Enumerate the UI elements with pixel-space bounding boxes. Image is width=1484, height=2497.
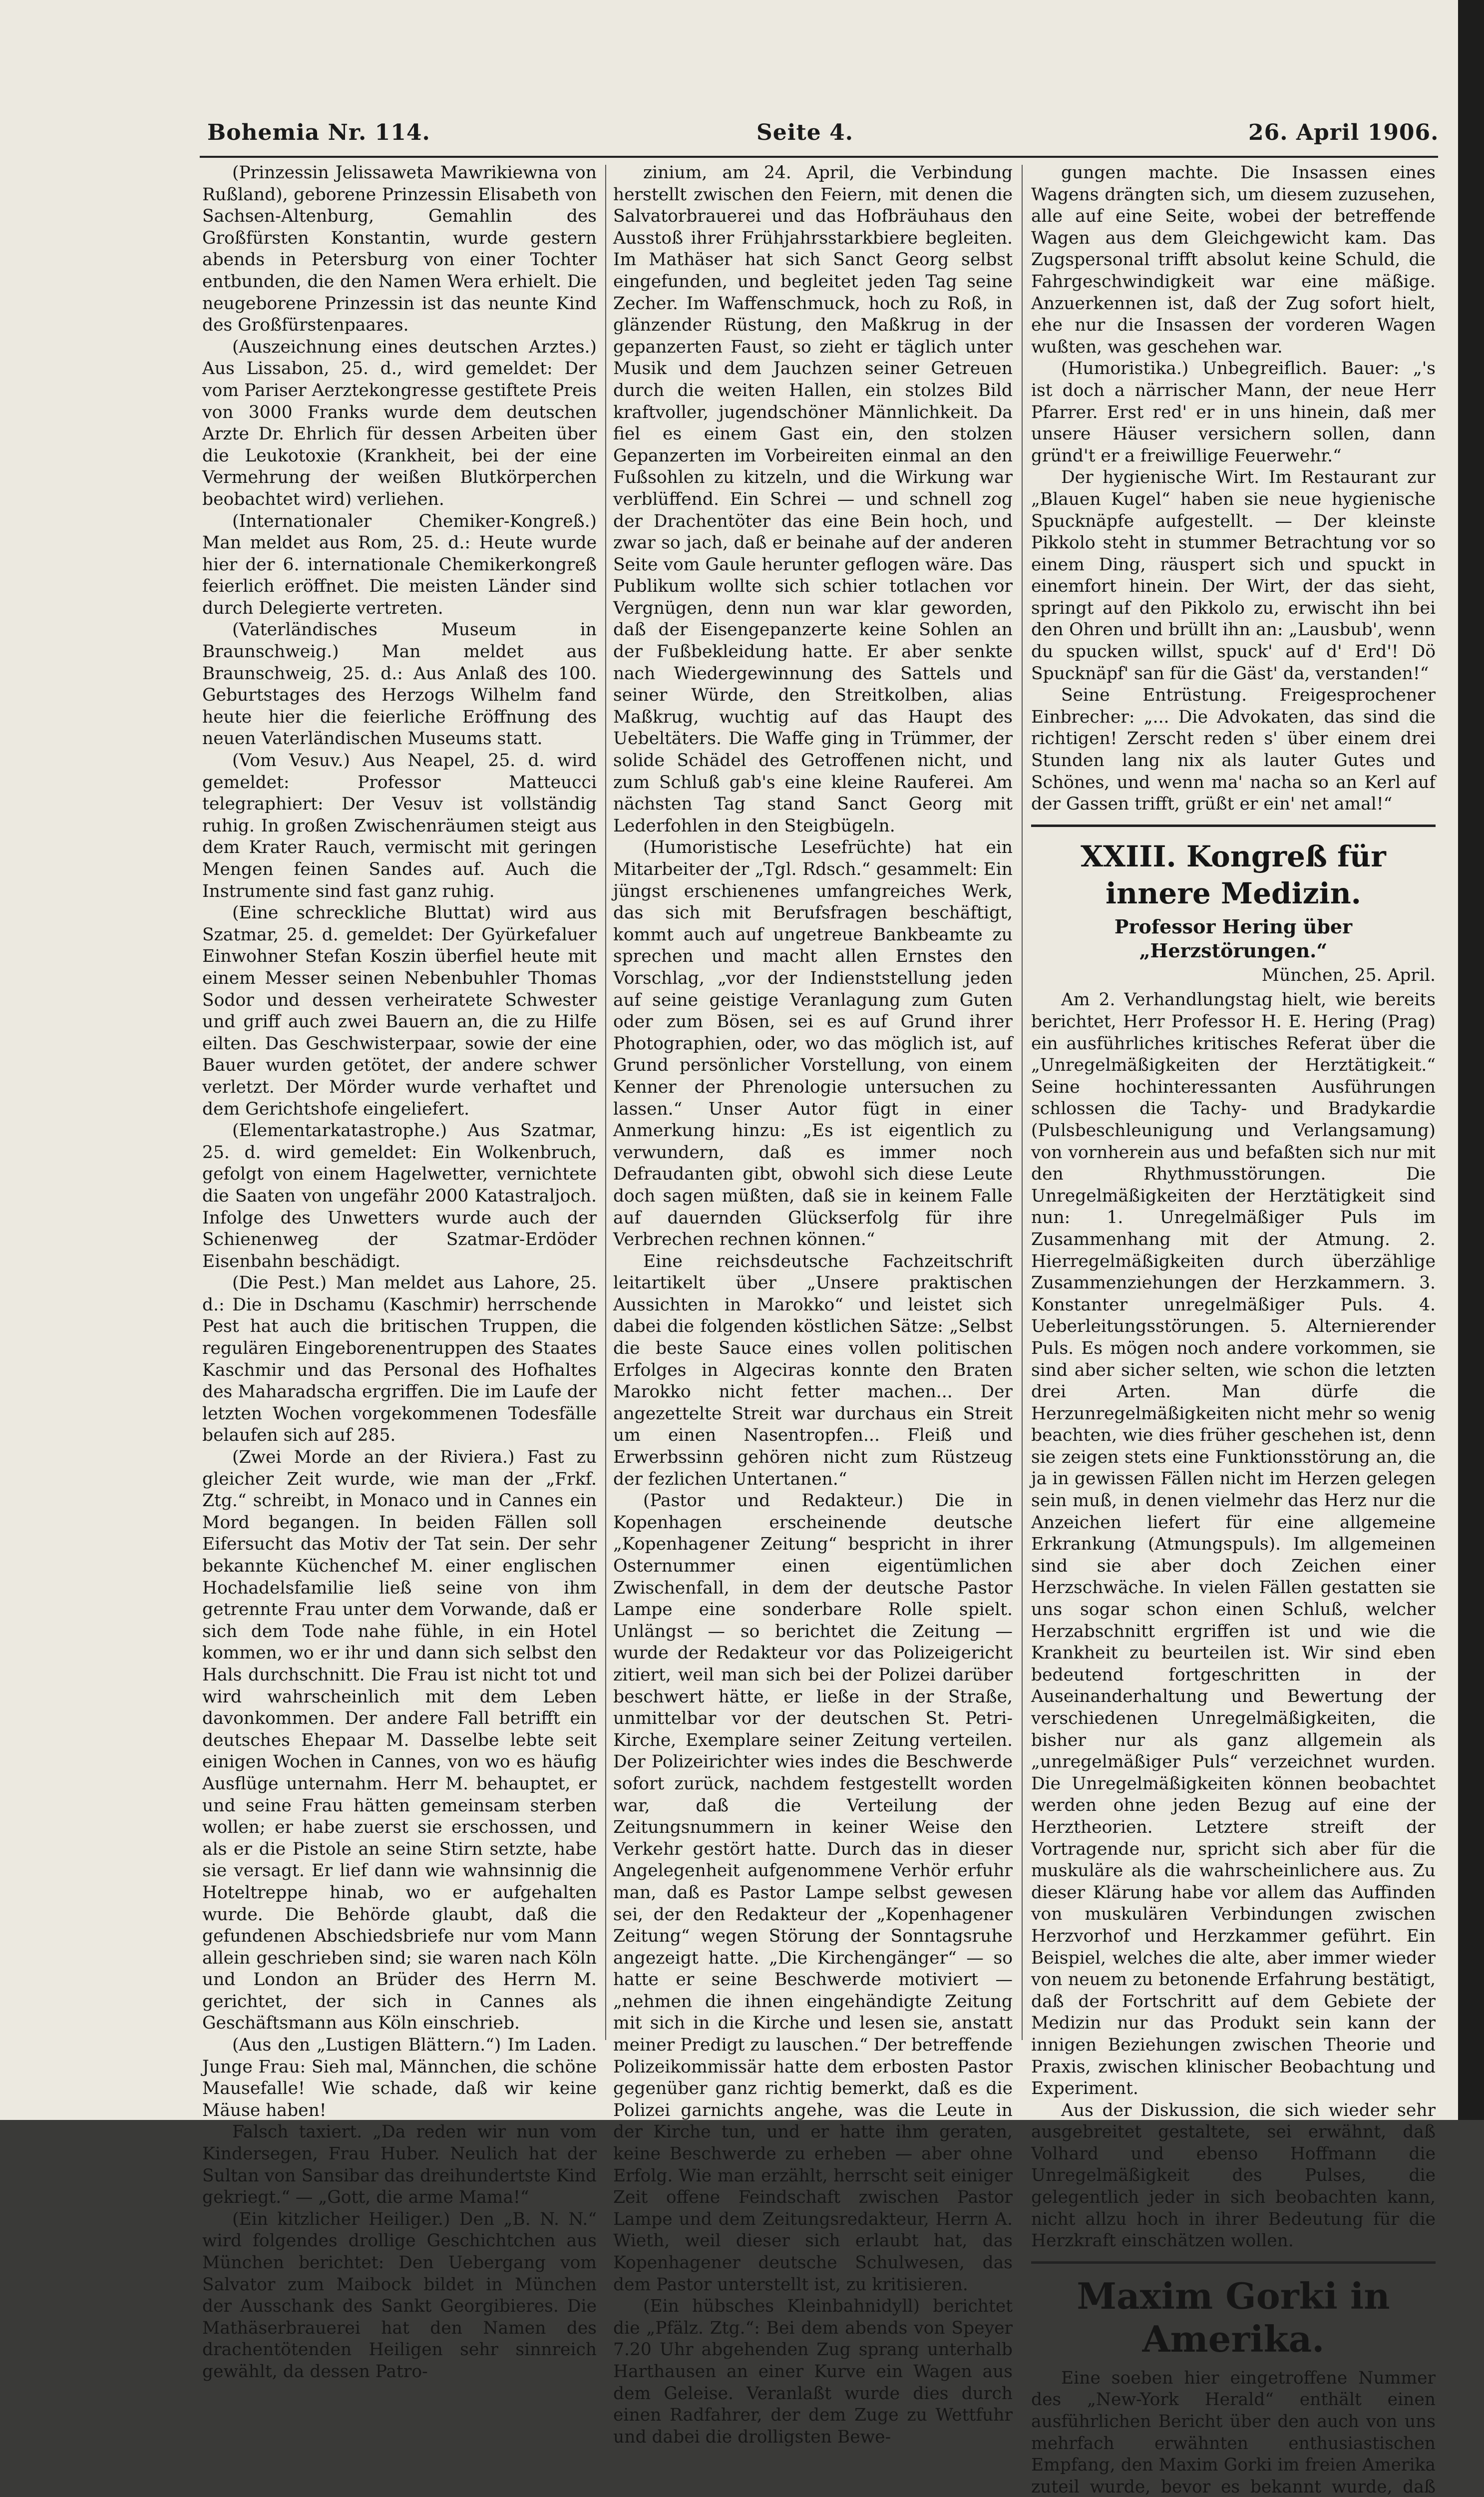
article-falsch-taxiert: Falsch taxiert. „Da reden wir nun vom Kindersegen, Frau Huber. Neulich hat der Sultan von Sansibar das dreihundertste Kind gekriegt.“ — „Gott, die arme Mama!“ [202,2122,597,2208]
masthead-publication: Bohemia Nr. 114. [207,120,430,145]
article-museum-braunschweig: (Vaterländisches Museum in Braunschweig.) Man meldet aus Braunschweig, 25. d.: Aus Anlaß des 100. Geburtstages des Herzogs Wilhelm fand heute hier die feierliche Eröffnung des neuen Vaterländischen Museums statt. [202,620,597,749]
section-rule [1031,2261,1436,2264]
article-vesuv: (Vom Vesuv.) Aus Neapel, 25. d. wird gemeldet: Professor Matteucci telegraphiert: Der Vesuv ist vollständig ruhig. In großen Zwischenräumen steigt aus dem Krater Rauch, vermischt mit geringen Mengen feinen Sandes auf. Auch die Instrumente sind fast ganz ruhig. [202,751,597,901]
congress-paragraph: Aus der Diskussion, die sich wieder sehr ausgebreitet gestaltete, sei erwähnt, daß Volhard und ebenso Hoffmann die Unregelmäßigkeit des Pulses, die gelegentlich jeder in sich beobachten kann, nicht allzu hoch in ihrer Bedeutung für die Herzkraft einschätzen wollen. [1031,2100,1436,2251]
congress-headline: XXIII. Kongreß für innere Medizin. [1081,839,1386,910]
article-bluttat: (Eine schreckliche Bluttat) wird aus Szatmar, 25. d. gemeldet: Der Gyürkefaluer Einwohner Stefan Koszin überfiel heute mit einem Messer seinen Nebenbuhler Thomas Sodor und dessen verheiratete Schwester und griff auch zwei Bauern an, die zu Hilfe eilten. Das Geschwisterpaar, sowie der eine Bauer wurden getötet, der andere schwer verletzt. Der Mörder wurde verhaftet und dem Gerichtshofe eingeliefert. [202,903,597,1119]
article-pest: (Die Pest.) Man meldet aus Lahore, 25. d.: Die in Dschamu (Kaschmir) herrschende Pest hat auch die britischen Truppen, die regulären Eingeborenentruppen des Staates Kaschmir und das Personal des Hofhaltes des Maharadscha ergriffen. Die im Laufe der letzten Wochen vorgekommenen Todesfälle belaufen sich auf 285. [202,1273,597,1446]
article-kleinbahnidyll: (Ein hübsches Kleinbahnidyll) berichtet die „Pfälz. Ztg.“: Bei dem abends von Speyer 7.20 Uhr abgehenden Zug sprang unterhalb Harthausen an einer Kurve ein Wagen aus dem Geleise. Veranlaßt wurde dies durch einen Radfahrer, der dem Zuge zu Wettfuhr und dabei die drolligsten Bewe- [613,2296,1013,2447]
column-separator-2 [1022,165,1023,2040]
article-auszeichnung: (Auszeichnung eines deutschen Arztes.) Aus Lissabon, 25. d., wird gemeldet: Der vom Pariser Aerztekongresse gestiftete Preis von 3000 Franks wurde dem deutschen Arzte Dr. Ehrlich für dessen Arbeiten über die Leukotoxie (Krankheit, bei der eine Vermehrung der weißen Blutkörperchen beobachtet wird) verliehen. [202,337,597,509]
article-hygienischer-wirt: Der hygienische Wirt. Im Restaurant zur „Blauen Kugel“ haben sie neue hygienische Spucknäpfe aufgestellt. — Der kleinste Pikkolo steht in stummer Betrachtung vor so einem Ding, räuspert sich und spuckt in einemfort hinein. Der Wirt, der das sieht, springt auf den Pikkolo zu, erwischt ihn bei den Ohren und brüllt ihn an: „Lausbub', wenn du spucken willst, spuck' auf d' Erd'! Dö Spucknäpf' san für die Gäst' da, verstanden!“ [1031,467,1436,684]
header-rule [200,156,1438,158]
article-kitzlicher-heiliger: (Ein kitzlicher Heiliger.) Den „B. N. N.“ wird folgendes drollige Geschichtchen aus München berichtet: Den Uebergang vom Salvator zum Maibock bildet in München der Ausschank des Sankt Georgibieres. Die Mathäserbrauerei hat den Namen des drachentötenden Heiligen sehr sinnreich gewählt, da dessen Patro- [202,2209,597,2382]
article-prinzessin: (Prinzessin Jelissaweta Mawrikiewna von Rußland), geborene Prinzessin Elisabeth von Sachsen-Altenburg, Gemahlin des Großfürsten Konstantin, wurde gestern abends in Petersburg von einer Tochter entbunden, die den Namen Wera erhielt. Die neugeborene Prinzessin ist das neunte Kind des Großfürstenpaares. [202,163,597,336]
congress-subheadline: Professor Hering über „Herzstörungen.“ [1114,915,1353,962]
page-number: Seite 4. [756,120,854,145]
column-3 [1031,162,1436,2497]
article-kleinbahn-continued: gungen machte. Die Insassen eines Wagens drängten sich, um diesem zuzusehen, alle auf eine Seite, wobei der betreffende Wagen aus dem Gleichgewicht kam. Das Zugspersonal trifft absolut keine Schuld, die Fahrgeschwindigkeit war eine mäßige. Anzuerkennen ist, daß der Zug sofort hielt, ehe nur die Insassen der vorderen Wagen wußten, was geschehen war. [1031,163,1436,357]
article-marokko: Eine reichsdeutsche Fachzeitschrift leitartikelt über „Unsere praktischen Aussichten in Marokko“ und leistet sich dabei die folgenden köstlichen Sätze: „Selbst die beste Sauce eines vollen politischen Erfolges in Algeciras konnte den Braten Marokko nicht fetter machen... Der angezettelte Streit war durchaus ein Streit um einen Nasentropfen... Fleiß und Erwerbssinn gehören nicht zum Rüstzeug der fezlichen Untertanen.“ [613,1251,1013,1489]
article-elementarkatastrophe: (Elementarkatastrophe.) Aus Szatmar, 25. d. wird gemeldet: Ein Wolkenbruch, gefolgt von einem Hagelwetter, vernichtete die Saaten von ungefähr 2000 Katastraljoch. Infolge des Unwetters wurde auch der Schienenweg der Szatmar-Erdöder Eisenbahn beschädigt. [202,1121,597,1271]
congress-paragraph: Am 2. Verhandlungstag hielt, wie bereits berichtet, Herr Professor H. E. Hering (Prag) ein ausführliches kritisches Referat über die „Unregelmäßigkeiten der Herztätigkeit.“ Seine hochinteressanten Ausführungen schlossen die Tachy- und Bradykardie (Pulsbeschleunigung und Verlangsamung) von vornherein aus und befaßten sich nur mit den Rhythmusstörungen. Die Unregelmäßigkeiten der Herztätigkeit sind nun: 1. Unregelmäßiger Puls im Zusammenhang mit der Atmung. 2. Hierregelmäßigkeiten durch überzählige Zusammenziehungen der Herzkammern. 3. Konstanter unregelmäßiger Puls. 4. Ueberleitungsstörungen. 5. Alternierender Puls. Es mögen noch andere vorkommen, sie sind aber sicher selten, wie schon die letzten drei Arten. Man dürfe die Herzunregelmäßigkeiten nicht mehr so wenig beachten, wie dies früher geschehen ist, denn sie zeigen stets eine Funktionsstörung an, die ja in gewissen Fällen nicht im Herzen gelegen sein muß, in denen vielmehr das Herz nur die Anzeichen liefert für eine allgemeine Erkrankung (Atmungspuls). Im allgemeinen sind sie aber doch Zeichen einer Herzschwäche. In vielen Fällen gestatten sie uns sogar schon einen Schluß, welcher Herzabschnitt ergriffen ist und wie die Krankheit zu beurteilen ist. Wir sind eben bedeutend fortgeschritten in der Auseinanderhaltung und Bewertung der verschiedenen Unregelmäßigkeiten, die bisher nur als ganz allgemein als „unregelmäßiger Puls“ verzeichnet wurden. Die Unregelmäßigkeiten können beobachtet werden ohne jeden Bezug auf eine der Herztheorien. Letztere streift der Vortragende nur, spricht sich aber für die muskuläre als die wahrscheinlichere aus. Zu dieser Klärung habe vor allem das Auffinden von muskulären Verbindungen zwischen Herzvorhof und Herzkammer geführt. Ein Beispiel, welches die alte, aber immer wieder von neuem zu betonende Erfahrung bestätigt, daß der Fortschritt auf dem Gebiete der Medizin nur das Produkt sein kann der innigen Beziehungen zwischen Theorie und Praxis, zwischen klinischer Beobachtung und Experiment. [1031,990,1436,2099]
article-entruestung: Seine Entrüstung. Freigesprochener Einbrecher: „... Die Advokaten, das sind die richtigen! Zerscht reden s' über einem drei Stunden lang nix als lauter Gutes und Schönes, und wenn ma' nacha so an Kerl auf der Gassen trifft, grüßt er ein' net amal!“ [1031,685,1436,815]
article-sanct-georg: zinium, am 24. April, die Verbindung herstellt zwischen den Feiern, mit denen die Salvatorbrauerei und das Hofbräuhaus den Ausstoß ihrer Frühjahrsstarkbiere begleiten. Im Mathäser hat sich Sanct Georg selbst eingefunden, und begleitet jeden Tag seine Zecher. Im Waffenschmuck, hoch zu Roß, in glänzender Rüstung, den Maßkrug in der gepanzerten Faust, so zieht er täglich unter Musik und dem Jauchzen seiner Getreuen durch die weiten Hallen, ein stolzes Bild kraftvoller, jugendschöner Männlichkeit. Da fiel es einem Gast ein, den stolzen Gepanzerten im Vorbeireiten einmal an den Fußsohlen zu kitzeln, und die Wirkung war verblüffend. Ein Schrei — und schnell zog der Drachentöter das eine Bein hoch, und zwar so jach, daß er beinahe auf der anderen Seite vom Gaule herunter geflogen wäre. Das Publikum wollte sich schier totlachen vor Vergnügen, denn nun war klar geworden, daß der Eisengepanzerte keine Sohlen an der Fußbekleidung hatte. Er aber senkte nach Wiedergewinnung des Sattels und seiner Würde, den Streitkolben, alias Maßkrug, wuchtig auf das Haupt des Uebeltäters. Die Waffe ging in Trümmer, der solide Schädel des Getroffenen nicht, und zum Schluß gab's eine kleine Rauferei. Am nächsten Tag stand Sanct Georg mit Lederfohlen in den Steigbügeln. [613,163,1013,836]
article-riviera: (Zwei Morde an der Riviera.) Fast zu gleicher Zeit wurde, wie man der „Frkf. Ztg.“ schreibt, in Monaco und in Cannes ein Mord begangen. In beiden Fällen soll Eifersucht das Motiv der Tat sein. Der sehr bekannte Küchenchef M. einer englischen Hochadelsfamilie ließ seine von ihm getrennte Frau unter dem Vorwande, daß er sich dem Tode nahe fühle, in ein Hotel kommen, wo er ihr und dann sich selbst den Hals durchschnitt. Die Frau ist nicht tot und wird wahrscheinlich mit dem Leben davonkommen. Der andere Fall betrifft ein deutsches Ehepaar M. Dasselbe lebte seit einigen Wochen in Cannes, von wo es häufig Ausflüge unternahm. Herr M. behauptet, er und seine Frau hätten gemeinsam sterben wollen; er habe zuerst sie erschossen, und als er die Pistole an seine Stirn setzte, habe sie versagt. Er lief dann wie wahnsinnig die Hoteltreppe hinab, wo er aufgehalten wurde. Die Behörde glaubt, daß die gefundenen Abschiedsbriefe nur vom Mann allein geschrieben sind; sie waren nach Köln und London an Brüder des Herrn M. gerichtet, der sich in Cannes als Geschäftsmann aus Köln einschrieb. [202,1447,597,2034]
section-rule [1031,825,1436,827]
column-separator-1 [605,165,606,2040]
article-pastor-redakteur: (Pastor und Redakteur.) Die in Kopenhagen erscheinende deutsche „Kopenhagener Zeitung“ bespricht in ihrer Osternummer einen eigentümlichen Zwischenfall, in dem der deutsche Pastor Lampe eine sonderbare Rolle spielt. Unlängst — so berichtet die Zeitung — wurde der Redakteur vor das Polizeigericht zitiert, weil man sich bei der Polizei darüber beschwert hätte, er ließe in der Straße, unmittelbar vor der deutschen St. Petri-Kirche, Exemplare seiner Zeitung verteilen. Der Polizeirichter wies indes die Beschwerde sofort zurück, nachdem festgestellt worden war, daß die Verteilung der Zeitungsnummern in keiner Weise den Verkehr gestört hatte. Durch das in dieser Angelegenheit aufgenommene Verhör erfuhr man, daß es Pastor Lampe selbst gewesen sei, der den Redakteur der „Kopenhagener Zeitung“ wegen Störung der Sonntagsruhe angezeigt hatte. „Die Kirchengänger“ — so hatte er seine Beschwerde motiviert — „nehmen die ihnen eingehändigte Zeitung mit sich in die Kirche und lesen sie, anstatt meiner Predigt zu lauschen.“ Der betreffende Polizeikommissär hatte dem erbosten Pastor gegenüber ganz richtig bemerkt, daß es die Polizei garnichts angehe, was die Leute in der Kirche tun, und er hatte ihm geraten, keine Beschwerde zu erheben — aber ohne Erfolg. Wie man erzählt, herrscht seit einiger Zeit offene Feindschaft zwischen Pastor Lampe und dem Zeitungsredakteur, Herrn A. Wieth, weil dieser sich erlaubt hat, das Kopenhagener deutsche Schulwesen, das dem Pastor unterstellt ist, zu kritisieren. [613,1491,1013,2295]
article-chemiker-kongress: (Internationaler Chemiker-Kongreß.) Man meldet aus Rom, 25. d.: Heute wurde hier der 6. internationale Chemikerkongreß feierlich eröffnet. Die meisten Länder sind durch Delegierte vertreten. [202,511,597,618]
article-lesefruechte: (Humoristische Lesefrüchte) hat ein Mitarbeiter der „Tgl. Rdsch.“ gesammelt: Ein jüngst erschienenes umfangreiches Werk, das sich mit Berufsfragen beschäftigt, kommt auch auf ungetreue Bankbeamte zu sprechen und macht allen Ernstes den Vorschlag, „vor der Indienststellung jeden auf seine geistige Veranlagung zum Guten oder zum Bösen, sei es auf Grund ihrer Photographien, oder, wo das möglich ist, auf Grund persönlicher Vorstellung, von einem Kenner der Phrenologie untersuchen zu lassen.“ Unser Autor fügt in einer Anmerkung hinzu: „Es ist eigentlich zu verwundern, daß es immer noch Defraudanten gibt, obwohl sich diese Leute doch sagen müßten, daß sie in keinem Falle auf dauernden Glückserfolg für ihre Verbrechen rechnen können.“ [613,837,1013,1250]
gorki-paragraph: Eine soeben hier eingetroffene Nummer des „New-York Herald“ enthält einen ausführlichen Bericht über den auch von uns mehrfach erwähnten enthusiastischen Empfang, den Maxim Gorki im freien Amerika zuteil wurde, bevor es bekannt wurde, daß [1031,2368,1436,2497]
column-2 [613,162,1013,2447]
scan-edge [1458,0,1484,2120]
column-1 [202,162,597,2382]
article-lustige-blaetter: (Aus den „Lustigen Blättern.“) Im Laden. Junge Frau: Sieh mal, Männchen, die schöne Mausefalle! Wie schade, daß wir keine Mäuse haben! [202,2035,597,2120]
issue-date: 26. April 1906. [1248,120,1439,145]
congress-dateline: München, 25. April. [1261,965,1436,985]
article-humoristika: (Humoristika.) Unbegreiflich. Bauer: „'s ist doch a närrischer Mann, der neue Herr Pfarrer. Erst red' er in uns hinein, daß mer unsere Häuser versichern sollen, dann gründ't er a freiwillige Feuerwehr.“ [1031,359,1436,466]
gorki-headline: Maxim Gorki in Amerika. [1077,2274,1390,2360]
